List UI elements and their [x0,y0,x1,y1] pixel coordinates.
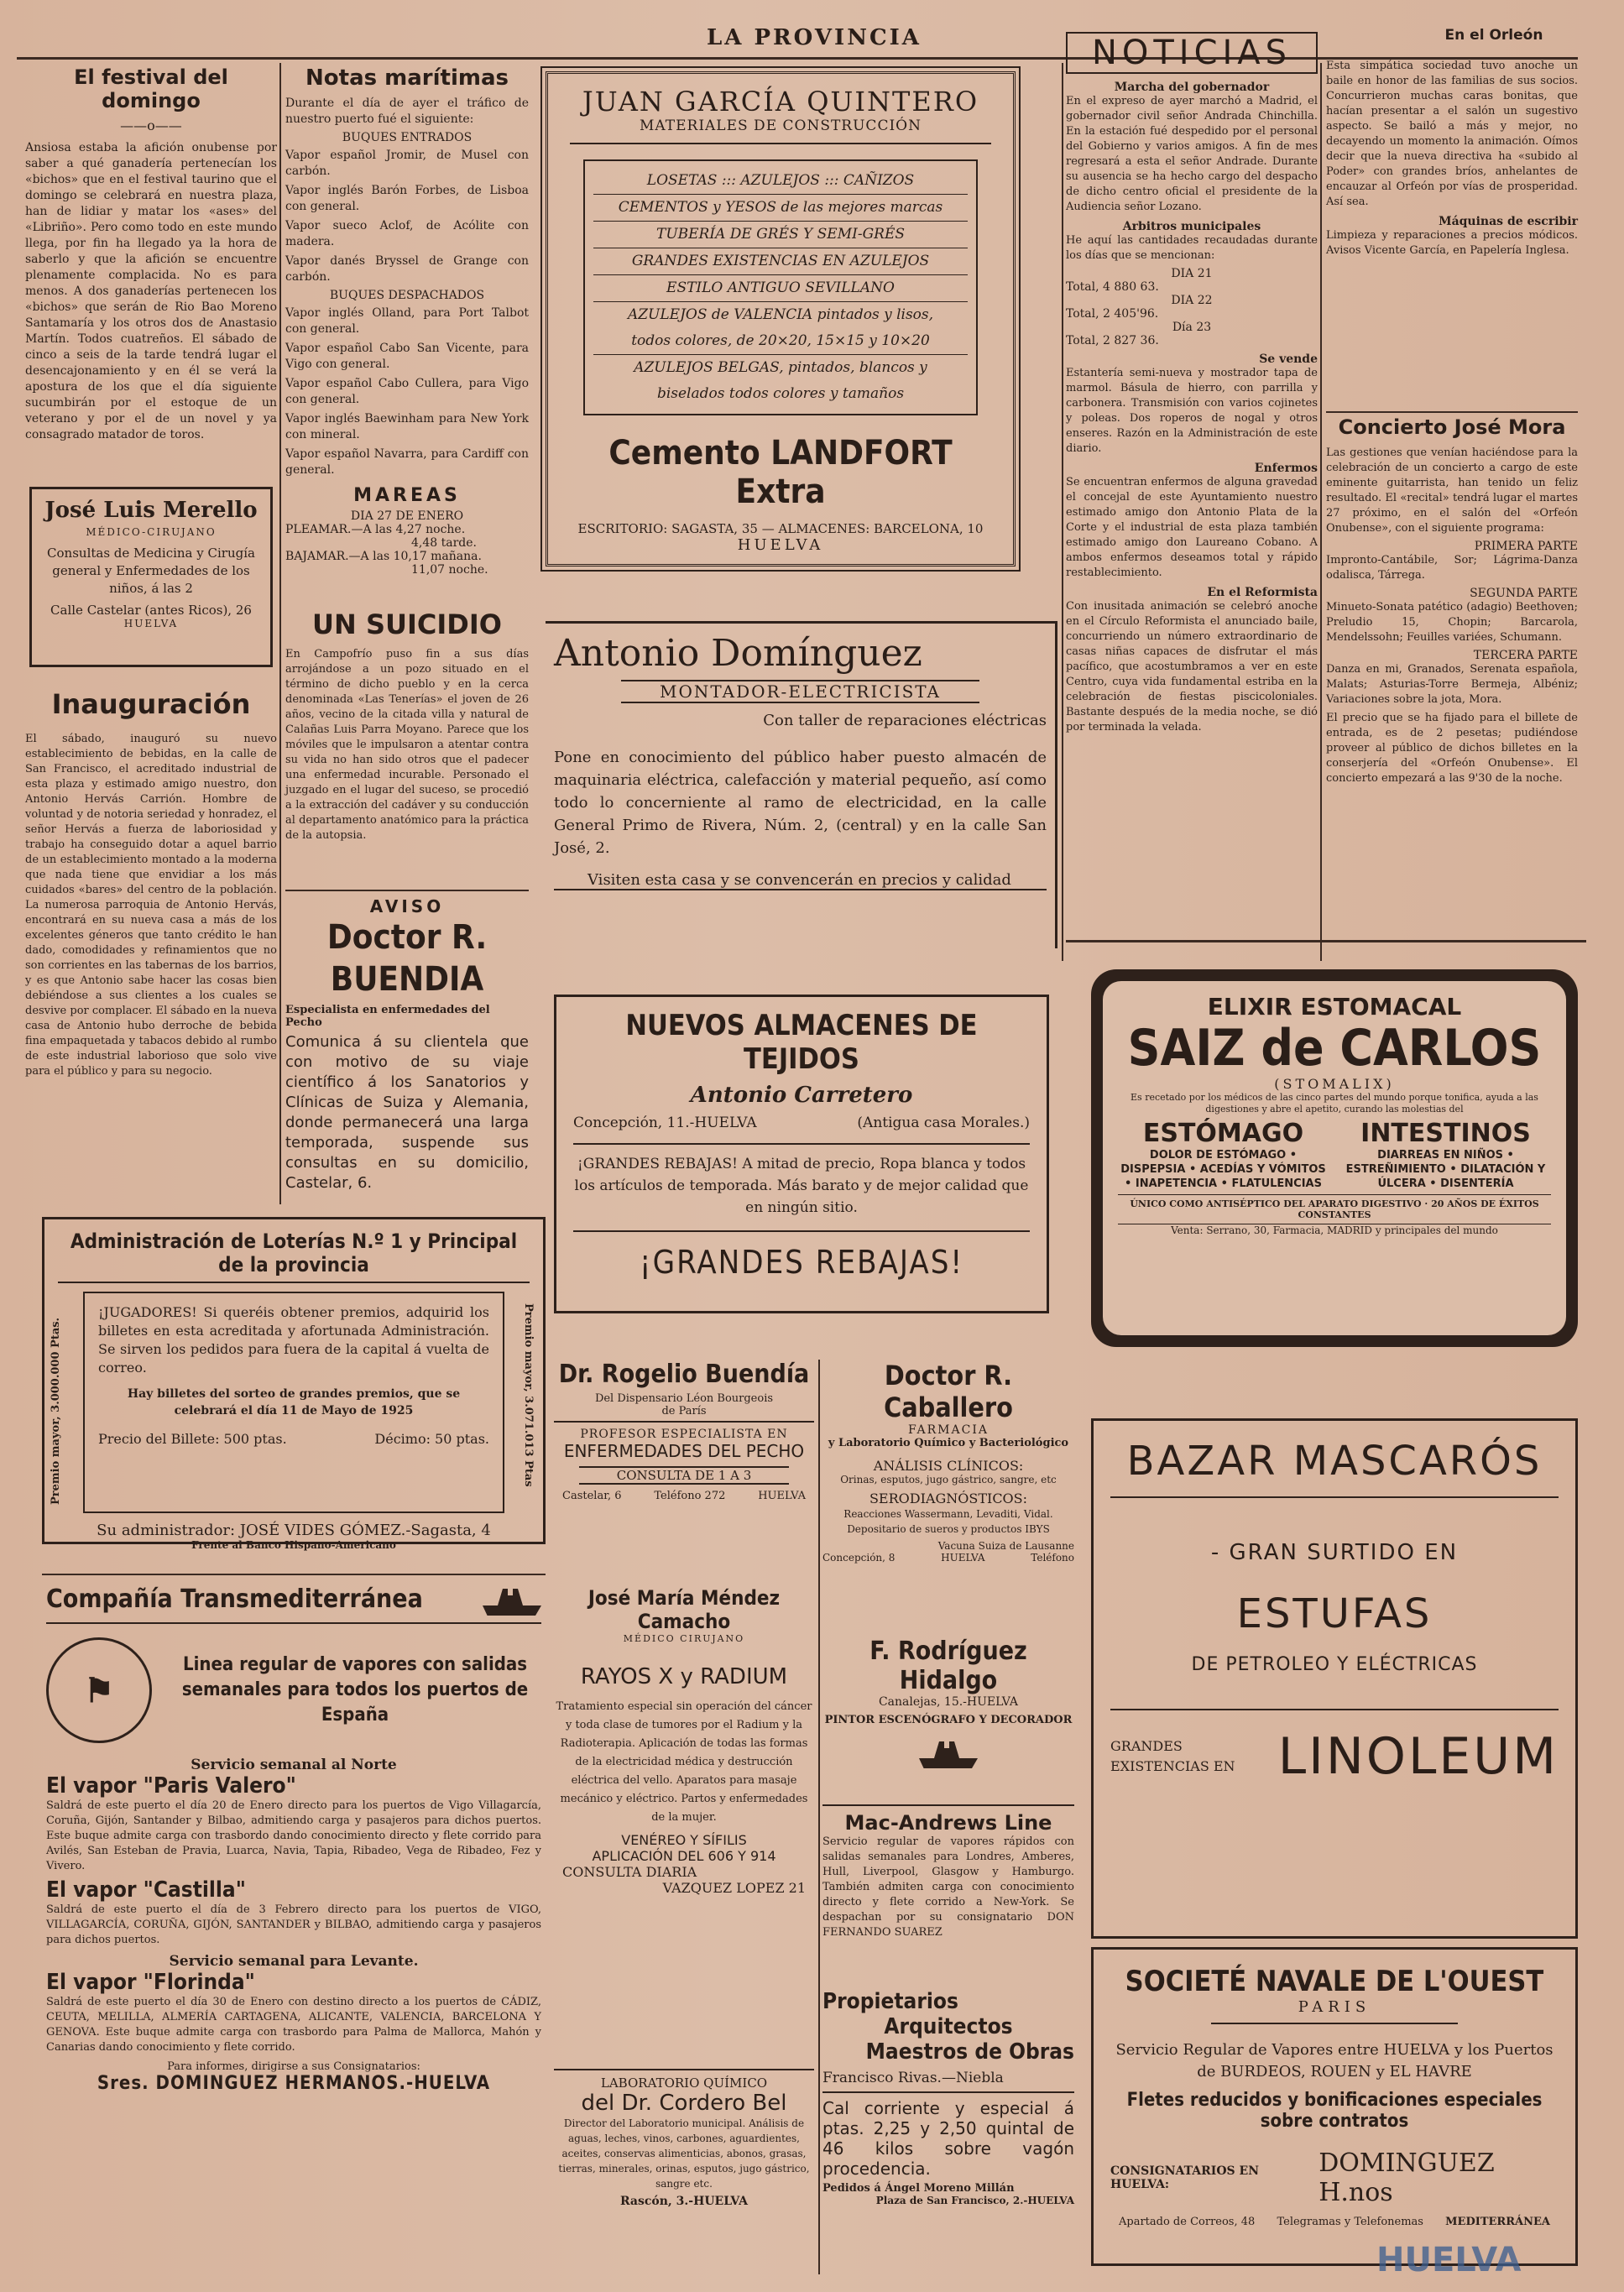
ad-mac-andrews [822,1804,1074,1972]
loterias-text: ¡JUGADORES! Si queréis obtener premios, adquirid los billetes en esta acreditada y afortunada Administración. Se sirven los pedidos para fuera de la capital á vuelta de correo. [98,1304,489,1376]
dominguez-text: Pone en conocimiento del público haber puesto almacén de maquinaria eléctrica, calefacción y material pequeño, así como todo lo concerniente al ramo de electricidad, en la calle General Primo de Rivera, Núm. 2, (central) y en la calle San José, 2. [554,749,1047,857]
navale-name: DOMINGUEZ H.nos [1319,2148,1495,2207]
despachados-1: Vapor español Cabo San Vicente, para Vigo con general. [285,342,529,371]
entrados-2: Vapor sueco Aclof, de Acólite con madera. [285,219,529,248]
prop-l3: Maestros de Obras [865,2039,1074,2065]
transmed-v1-text: Saldrá de este puerto el día 20 de Enero directo para los puertos de Vigo Villagarcía, Coruña, Gijón, Santander y Bilbao, admitiendo carga y pasajeros para dichos puertos. Este buque admite carga con trasbordo dando conocimiento directo y flete corrido para Avilés, San Esteban de Pravia, Luarca, Navia, Tapia, Ribadeo, Vega de Ribadeo, Fez y Vivero. [46,1799,541,1872]
caballero-address-row [822,1552,1074,1564]
ad-transmediterranea [46,1582,541,2279]
watermark: HUELVA [1376,2241,1522,2279]
entrados-0: Vapor español Jromir, de Musel con carbón. [285,149,529,178]
noticias-ref-title: En el Reformista [1207,586,1318,599]
navale-text: Servicio Regular de Vapores entre HUELVA y los Puertos de BURDEOS, ROUEN y EL HAVRE [1115,2041,1554,2081]
column-rule [818,1360,820,2274]
orfeon-text: Esta simpática sociedad tuvo anoche un baile en honor de las familias de sus socios. Concurrieron muchas caras bonitas, que hacían presentar a el salón un sugestivo aspecto. Se bailó a más y mejor, no decayendo un momento la animación. Oímos decir que la nueva directiva ha «subido al Poder» con grandes bríos, anhelantes de encauzar al Orfeón por vías de prosperidad. Así sea. [1326,60,1578,208]
saiz-columns [1118,1119,1551,1194]
navale-tel: Telegramas y Telefonemas [1277,2216,1423,2228]
transmed-consignatarios: Sres. DOMINGUEZ HERMANOS.-HUELVA [97,2073,491,2094]
ad-propietarios [822,1989,1074,2274]
aviso-doctor: Doctor R. BUENDIA [326,918,488,999]
mareas-pleamar: PLEAMAR.—A las 4,27 noche. [285,523,466,536]
rbuendia-enf: ENFERMEDADES DEL PECHO [563,1441,805,1461]
tejidos-address-row [573,1115,1030,1131]
camacho-diaria: CONSULTA DIARIA [562,1864,697,1880]
cordero-lab: LABORATORIO QUÍMICO [554,2069,814,2091]
prop-text: Cal corriente y especial á ptas. 2,25 y 2,50 quintal de 46 kilos sobre vagón procedencia. [822,2098,1074,2179]
section-heading: BUQUES DESPACHADOS [329,289,485,302]
article-notas-maritimas [285,65,529,619]
camacho-rayos: RAYOS X y RADIUM [580,1664,788,1689]
hidalgo-name: F. Rodríguez Hidalgo [869,1637,1027,1695]
loterias-inner [83,1292,504,1513]
ornament: ——o—— [120,117,182,133]
arb-row-5: Total, 2 827 36. [1066,334,1159,347]
caballero-tel: Teléfono [1031,1552,1074,1564]
mareas-date: DIA 27 DE ENERO [350,509,464,523]
transmed-lev-title: Servicio semanal para Levante. [169,1953,419,1970]
orfeon-maq-title: Máquinas de escribir [1439,215,1578,228]
mascaros-lino-row [1110,1709,1559,1786]
ad-buendia-aviso [285,896,529,1192]
saiz-inner [1103,981,1566,1335]
rbuendia-tel: Teléfono 272 [654,1490,726,1502]
transmed-v2-text: Saldrá de este puerto el día de 3 Febrero directo para los puertos de VIGO, VILLAGARCÍA, CORUÑA, GIJÓN, SANTANDER y BILBAO, admitiendo carga y pasajeros para dichos puertos. [46,1903,541,1946]
article-body: El sábado, inauguró su nuevo establecimiento de bebidas, en la calle de San Francisco, el acreditado industrial de esta plaza y estimado amigo nuestro, don Antonio Hervás Carrión. Hombre de voluntad y de notoria seriedad y honradez, el señor Hervás a fuerza de laboriosidad y trabajo ha conseguido dotar a aquel barrio de un establecimiento montado a la moderna que nada tiene que envidiar a los más cuidados «bares» del centro de la población. La numerosa parroquia de Antonio Hervás, encontrará en su nueva casa a más de los excelentes géneros que tanto crédito le han dado, comodidades y refinamientos que no son corrientes en las tabernas de los barrios, y es que Antonio sabe hacer las cosas bien debiéndose a sus clientes a los cuales se desvive por complacer. El sábado en la nueva casa de Antonio hubo derroche de bebida fina empaquetada y tabacos debido al rumbo de este industrial laborioso que solo vive para el público y para su negocio. [25,733,277,1078]
prop-name: Francisco Rivas.—Niebla [822,2065,1074,2093]
article-intro: Durante el día de ayer el tráfico de nuestro puerto fué el siguiente: [285,97,529,126]
ad-role: MÉDICO-CIRUJANO [86,526,217,538]
ship-icon [919,1735,978,1768]
caballero-vacuna: Vacuna Suiza de Lausanne [937,1540,1074,1552]
transmed-header [46,1582,541,1624]
macandrews-text: Servicio regular de vapores rápidos con salidas semanales para Londres, Amberes, Hull, Liverpool, Glasgow y Hamburgo. También admiten carga con conocimiento directo y flete corrido a New-York. Se despachan por su consignatario DON FERNANDO SUAREZ [822,1835,1074,1939]
caballero-analisis: ANÁLISIS CLÍNICOS: [873,1458,1024,1474]
quintero-line-7: AZULEJOS BELGAS, pintados, blancos y [634,359,927,376]
caballero-farm: FARMACIA [908,1423,989,1437]
quintero-cemento: Cemento LANDFORT Extra [608,434,953,511]
prop-l2: Arquitectos [884,2014,1013,2039]
arb-row-1: Total, 4 880 63. [1066,280,1159,294]
rbuendia-name: Dr. Rogelio Buendía [558,1360,810,1389]
loterias-precio: Precio del Billete: 500 ptas. [98,1431,287,1447]
noticias-enf: Se encuentran enfermos de alguna gravedad el concejal de este Ayuntamiento nuestro estimado amigo don Antonio Plata de la Corte y el industrial de esta plaza también estimado amigo don Laureano Cobano. A ambos enfermos deseamos total y rápido restablecimiento. [1066,476,1318,579]
transmed-linea-row [46,1637,541,1743]
despachados-3: Vapor inglés Baewinham para New York con mineral. [285,412,529,441]
dominguez-foot: Visiten esta casa y se convencerán en precios y calidad [554,871,1047,890]
cordero-text: Director del Laboratorio municipal. Análisis de aguas, leches, vinos, carbones, aguardientes, aceites, conservas alimenticias, abonos, grasas, tierras, minerales, orinas, esputos, jugo gástrico, sangre etc. [558,2117,810,2190]
prop-l1: Propietarios [822,1989,958,2014]
mascaros-pet: DE PETROLEO Y ELÉCTRICAS [1191,1654,1478,1675]
noticias-gob-title: Marcha del gobernador [1114,81,1270,94]
divider [1066,940,1586,942]
ad-city: HUELVA [123,618,179,629]
noticias-ref: Con inusitada animación se celebró anoche en el Círculo Reformista el anunciado baile, concurriendo un número extraordinario de casas niñas capaces de disfrutar el más pacífico, que acostumbramos a ver en este Centro, cuya vida fundamental estriba en la celebración de fiestas piscicoloniales. Bastante después de la media noche, se dió por terminada la velada. [1066,600,1318,734]
tejidos-name: Antonio Carretero [690,1083,913,1108]
loterias-side-left: Premio mayor, 3.000.000 Ptas. [50,1317,62,1505]
article-title: El festival del domingo [74,65,228,112]
saiz-right-title: INTESTINOS [1360,1119,1531,1148]
dominguez-name: Antonio Domínguez [554,632,922,675]
article-concierto [1326,415,1578,927]
navale-cons: CONSIGNATARIOS EN HUELVA: [1110,2164,1259,2191]
article-title: Notas marítimas [305,65,509,91]
aviso-text: Comunica á su clientela que con motivo de su viaje científico á los Sanatorios y Clínicas de Suiza y Alemania, donde permanecerá una larga temporada, suspende sus consultas en su domicilio, Castelar, 6. [285,1033,529,1192]
quintero-name: JUAN GARCÍA QUINTERO [582,86,979,117]
ad-text: Consultas de Medicina y Cirugía general y Enfermedades de los niños, á las 2 [47,546,255,596]
concierto-p1-title: PRIMERA PARTE [1474,540,1578,553]
concierto-p3-title: TERCERA PARTE [1473,649,1578,662]
ad-mendez-camacho [554,1586,814,2056]
saiz-venta: Venta: Serrano, 30, Farmacia, MADRID y principales del mundo [1118,1224,1551,1236]
tejidos-title: NUEVOS ALMACENES DE TEJIDOS [625,1009,978,1076]
article-orfeon [1326,59,1578,411]
noticias-arb-title: Arbitros municipales [1122,220,1261,233]
noticias-gob: En el expreso de ayer marchó a Madrid, el gobernador civil señor Andrada Chinchilla. En la estación fué despedido por el personal del Gobierno y varios amigos. A fin de mes regresará a esta el señor Andrade. Durante su ausencia se ha hecho cargo del despacho de dicho centro oficial el presidente de la Audiencia señor Lozano. [1066,95,1318,213]
tejidos-foot: ¡GRANDES REBAJAS! [573,1230,1030,1281]
dominguez-sub2: Con taller de reparaciones eléctricas [763,712,1047,729]
hidalgo-addr: Canalejas, 15.-HUELVA [878,1695,1019,1709]
ad-saiz-de-carlos [1091,969,1578,1347]
article-title: UN SUICIDIO [312,608,502,640]
ad-address: Calle Castelar (antes Ricos), 26 [50,603,252,618]
divider [285,890,529,891]
section-noticias [1066,32,1318,963]
saiz-bottom: ÚNICO COMO ANTISÉPTICO DEL APARATO DIGESTIVO · 20 AÑOS DE ÉXITOS CONSTANTES [1118,1194,1551,1220]
aviso-sub: Especialista en enfermedades del Pecho [285,1004,490,1029]
concierto-p2: Minueto-Sonata patético (adagio) Beethoven; Preludio 15, Chopin; Barcarola, Mendelssohn; Feuilles variées, Schumann. [1326,601,1578,644]
article-suicidio [285,608,529,885]
ad-nuevos-almacenes [554,995,1049,1313]
concierto-p3: Danza en mi, Granados, Serenata española, Malats; Asturias-Torre Bermeja, Albéniz; Variaciones sobre la jota, Mora. [1326,663,1578,706]
rbuendia-sub: Del Dispensario Léon Bourgeois de París [594,1392,774,1417]
transmed-v3: El vapor "Florinda" [46,1970,255,1995]
navale-apartado: Apartado de Correos, 48 [1119,2216,1256,2228]
loterias-prices [98,1431,489,1447]
divider [42,1574,546,1575]
concierto-p1: Impronto-Cantábile, Sor; Lágrima-Danza odalisca, Tárrega. [1326,554,1578,582]
tejidos-addr2: (Antigua casa Morales.) [857,1115,1030,1131]
caballero-sero: SERODIAGNÓSTICOS: [869,1491,1028,1506]
arb-row-0: DIA 21 [1171,267,1213,280]
camacho-text: Tratamiento especial sin operación del cáncer y toda clase de tumores por el Radium y la Radioterapia. Aplicación de todas las formas de la electricidad médica y destrucción eléctrica del vello. Aparatos para masaje mecánico y eléctrico. Partos y enfermedades de la mujer. [556,1700,812,1824]
quintero-line-8: biselados todos colores y tamaños [656,385,905,402]
ad-name: José Luis Merello [44,498,258,523]
camacho-addr: VAZQUEZ LOPEZ 21 [662,1880,806,1896]
divider [1326,411,1578,413]
navale-cons-row [1110,2148,1559,2207]
caballero-analisis-text: Orinas, esputos, jugo gástrico, sangre, etc [840,1474,1057,1485]
section-heading: BUQUES ENTRADOS [342,131,473,144]
caballero-lab: y Laboratorio Químico y Bacteriológico [828,1437,1069,1449]
column-rule [1320,63,1322,961]
entrados-3: Vapor danés Bryssel de Grange con carbón. [285,254,529,284]
quintero-sub: MATERIALES DE CONSTRUCCIÓN [570,117,991,144]
article-festival [25,65,277,485]
saiz-left [1118,1119,1329,1194]
rbuendia-address-row [554,1490,814,1502]
noticias-arb: He aquí las cantidades recaudadas durante los días que se mencionan: [1066,234,1318,262]
navale-footer [1110,2216,1559,2228]
loterias-decimo: Décimo: 50 ptas. [374,1431,489,1447]
mareas-title: MAREAS [353,485,461,506]
quintero-addr: ESCRITORIO: SAGASTA, 35 — ALMACENES: BARCELONA, 10 [577,521,984,536]
quintero-list [583,159,978,415]
dominguez-sub: MONTADOR-ELECTRICISTA [621,680,979,703]
mascaros-lino: LINOLEUM [1277,1727,1559,1786]
ship-icon [822,1735,1074,1772]
caballero-name: Doctor R. Caballero [884,1360,1013,1423]
loterias-title: Administración de Loterías N.º 1 y Principal de la provincia [58,1230,530,1283]
camacho-role: MÉDICO CIRUJANO [623,1633,745,1644]
saiz-right-text: DIARREAS EN NIÑOS • ESTREÑIMIENTO • DILATACIÓN Y ÚLCERA • DISENTERÍA [1345,1149,1546,1190]
noticias-enf-title: Enfermos [1254,462,1318,475]
macandrews-title: Mac-Andrews Line [822,1804,1074,1835]
transmed-v2: El vapor "Castilla" [46,1877,246,1903]
hidalgo-sub: PINTOR ESCENÓGRAFO Y DECORADOR [824,1714,1073,1726]
rbuendia-cons: CONSULTA DE 1 A 3 [579,1466,789,1485]
quintero-line-1: CEMENTOS y YESOS de las mejores marcas [593,195,968,222]
ad-rogelio-buendia [554,1360,814,1569]
mascaros-estufas: ESTUFAS [1236,1590,1433,1637]
saiz-small: Es recetado por los médicos de las cinco partes del mundo porque tonifica, ayuda a las digestiones y abre el apetito, curando las molestias del [1131,1092,1538,1115]
saiz-left-title: ESTÓMAGO [1142,1119,1304,1148]
concierto-p2-title: SEGUNDA PARTE [1470,587,1578,600]
concierto-foot: El precio que se ha fijado para el billete de entrada, es de 2 pesetas; pudiéndose proveer al público de dichos billetes en la conserjería del «Orfeón Onubense». El concierto empezará a las 9'30 de la noche. [1326,712,1578,785]
ad-rodriguez-hidalgo [822,1637,1074,1804]
prop-ped: Pedidos á Ángel Moreno Millán [822,2182,1015,2195]
navale-med: MEDITERRÁNEA [1445,2216,1550,2228]
quintero-city: HUELVA [737,536,824,554]
loterias-admin: Su administrador: JOSÉ VIDES GÓMEZ.-Sagasta, 4 [97,1522,491,1539]
quintero-line-3: GRANDES EXISTENCIAS EN AZULEJOS [593,248,968,275]
rbuendia-city: HUELVA [758,1490,806,1502]
cordero-name: del Dr. Cordero Bel [581,2091,787,2116]
quintero-line-0: LOSETAS ::: AZULEJOS ::: CAÑIZOS [593,168,968,195]
camacho-name: José María Méndez Camacho [587,1586,781,1633]
loterias-side-right: Premio mayor, 3.071.013 Ptas [522,1303,535,1487]
mareas-pleamar-2: 4,48 tarde. [411,536,477,550]
arb-row-4: Día 23 [1172,321,1212,334]
camacho-aplicacion: APLICACIÓN DEL 606 Y 914 [592,1848,776,1864]
ad-antonio-dominguez [546,621,1057,948]
despachados-4: Vapor español Navarra, para Cardiff con general. [285,447,529,477]
concierto-title: Concierto José Mora [1338,415,1566,439]
masthead [0,0,1624,59]
rbuendia-addr: Castelar, 6 [562,1490,622,1502]
camacho-venereo: VENÉREO Y SÍFILIS [621,1832,747,1848]
loterias-sorteo: Hay billetes del sorteo de grandes premios, que se celebrará el día 11 de Mayo de 1925 [127,1387,461,1417]
article-inauguracion [25,688,277,1175]
article-body: En Campofrío puso fin a sus días arrojándose a un pozo situado en el término de dicho pueblo y en la cerca denominada «Las Tenerías» el joven de 26 años, vecino de la citada villa y natural de Calañas Luis Parra Moyano. Parece que los móviles que le impulsaron a atentar contra su vida no han sido otros que el padecer una enfermedad incurable. Personado el juzgado en el lugar del suceso, se procedió a la extracción del cadáver y su conducción al departamento anatómico para la práctica de la autopsia. [285,648,529,842]
mareas-bajamar-2: 11,07 noche. [411,563,488,577]
tejidos-text: ¡GRANDES REBAJAS! A mitad de precio, Ropa blanca y todos los artículos de temporada. Más barato y de mejor calidad que en ningún sitio. [573,1143,1030,1219]
arb-row-2: DIA 22 [1171,294,1213,307]
ad-merello [29,487,273,667]
transmed-v3-text: Saldrá de este puerto el día 30 de Enero con destino directo a los puertos de CÁDIZ, CEUTA, MELILLA, ALMERÍA CARTAGENA, ALICANTE, VALENCIA, BARCELONA Y GENOVA. Este buque admite carga con trasbordo para Palma de Mallorca, Mahón y Canarias dando conocimiento y flete corrido. [46,1996,541,2054]
quintero-line-2: TUBERÍA DE GRÉS Y SEMI-GRÉS [593,222,968,248]
rbuendia-prof: PROFESOR ESPECIALISTA EN [554,1421,814,1441]
ship-icon [483,1582,541,1616]
navale-fletes: Fletes reducidos y bonificaciones especiales sobre contratos [1126,2090,1543,2132]
concierto-text: Las gestiones que venían haciéndose para la celebración de un concierto a cargo de este eminente guitarrista, han tenido un feliz resultado. El «recital» tendrá lugar el martes 27 próximo, en el salón del «Orfeón Onubense», con el siguiente programa: [1326,446,1578,535]
article-title: Inauguración [51,688,251,720]
caballero-addr: Concepción, 8 [822,1552,896,1564]
ad-societe-navale [1091,1947,1578,2266]
noticias-vende-title: Se vende [1259,352,1318,366]
mareas-bajamar: BAJAMAR.—A las 10,17 mañana. [285,550,482,563]
column-rule [1062,63,1063,961]
tejidos-addr: Concepción, 11.-HUELVA [573,1115,757,1131]
column-rule [279,63,281,1204]
ad-cordero [554,2069,814,2270]
ad-loterias [42,1217,546,1551]
noticias-vende: Estantería semi-nueva y mostrador tapa de marmol. Básula de hierro, con parrilla y carbonera. Transmisión con varios cojinetes y poleas. Dos roperos de nogal y otros enseres. Razón en la Administración de este diario. [1066,367,1318,455]
saiz-right [1340,1119,1551,1194]
despachados-2: Vapor español Cabo Cullera, para Vigo con general. [285,377,529,406]
saiz-left-text: DOLOR DE ESTÓMAGO • DISPEPSIA • ACEDÍAS Y VÓMITOS • INAPETENCIA • FLATULENCIAS [1120,1149,1326,1190]
article-body: Ansiosa estaba la afición onubense por saber a qué ganadería pertenecían los «bichos» que en el festival taurino que el domingo se celebrará en nuestra plaza, han de lidiar y matar los «ases» del «Libriño». Pero como todo en este mundo llega, por fin ha llegado ya la hora de saberlo y que la afición se encuentre plenamente complacida. No es para menos. A dos ganaderías pertenecen los «bichos» que serán de Rio Bao Moreno Santamaría y los otros dos de Anastasio Martín. Todos cuatreños. El sábado de cinco a seis de la tarde tendrá lugar el desencajonamiento y en él se verá la apostura de los que el día siguiente sucumbirán por el estoque de un veterano y por el de un novel y ya consagrado matador de toros. [25,141,277,441]
ad-bazar-mascaros [1091,1418,1578,1939]
transmed-norte-title: Servicio semanal al Norte [191,1757,397,1773]
header-right-heading: En el Orleón [1444,27,1543,44]
navale-title: SOCIETÉ NAVALE DE L'OUEST [1125,1965,1544,1998]
quintero-line-5: AZULEJOS de VALENCIA pintados y lisos, [627,306,934,323]
aviso-title: AVISO [369,896,445,916]
ad-caballero [822,1360,1074,1662]
loterias-frente: Frente al Banco Hispano-Americano [191,1539,396,1551]
transmed-linea: Linea regular de vapores con salidas semanales para todos los puertos de España [181,1654,529,1726]
saiz-sub: (STOMALIX) [1274,1076,1395,1092]
noticias-title: NOTICIAS [1066,32,1318,74]
prop-addr: Plaza de San Francisco, 2.-HUELVA [875,2195,1074,2206]
saiz-title: SAIZ de CARLOS [1127,1019,1542,1078]
transmed-v1: El vapor "Paris Valero" [46,1773,296,1799]
arb-row-3: Total, 2 405'96. [1066,307,1159,321]
mascaros-title: BAZAR MASCARÓS [1110,1438,1559,1498]
quintero-line-4: ESTILO ANTIGUO SEVILLANO [593,275,968,302]
transmed-info: Para informes, dirigirse a sus Consignatarios: [167,2060,420,2073]
orfeon-maq: Limpieza y reparaciones a precios módicos. Avisos Vicente García, en Papelería Inglesa. [1326,229,1578,257]
ad-garcia-quintero [546,71,1016,566]
despachados-0: Vapor inglés Olland, para Port Talbot con general. [285,306,529,336]
mascaros-surtido: - GRAN SURTIDO EN [1210,1540,1459,1565]
navale-paris: PARIS [1211,1998,1458,2024]
saiz-top: ELIXIR ESTOMACAL [1207,993,1462,1021]
page-header-title: LA PROVINCIA [707,25,922,50]
transmed-title: Compañía Transmediterránea [46,1584,423,1614]
caballero-sero-text: Reacciones Wassermann, Levaditi, Vidal. Depositario de sueros y productos IBYS [843,1508,1053,1535]
company-flag-icon: ⚑ [46,1637,152,1743]
entrados-1: Vapor inglés Barón Forbes, de Lisboa con general. [285,184,529,213]
mascaros-grandes: GRANDES EXISTENCIAS EN [1110,1738,1235,1774]
quintero-line-6: todos colores, de 20×20, 15×15 y 10×20 [593,328,968,355]
caballero-city: HUELVA [941,1552,985,1564]
cordero-addr: Rascón, 3.-HUELVA [619,2195,749,2208]
